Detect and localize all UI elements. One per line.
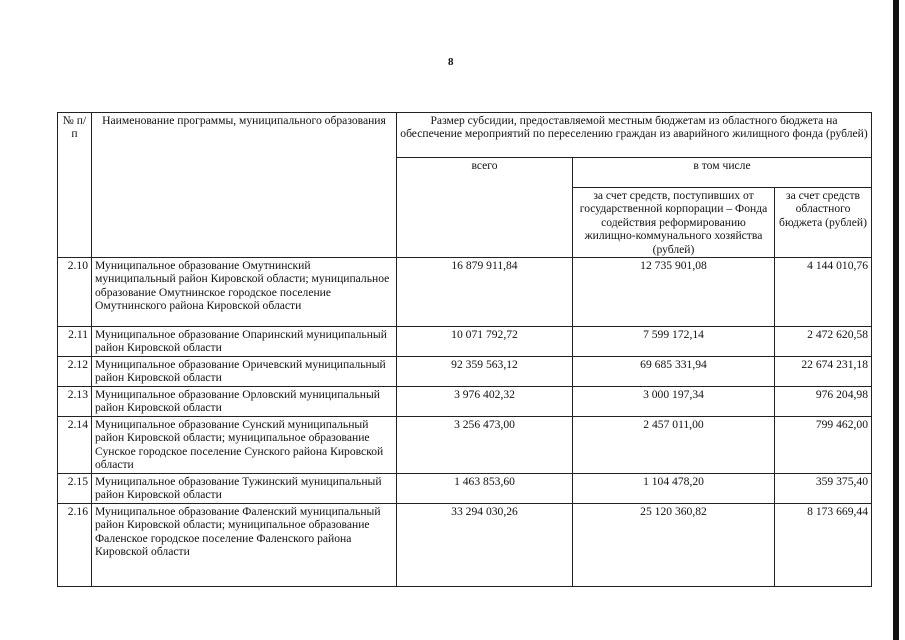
header-fund: за счет средств, поступивших от государственной корпорации – Фонда содействия реформированию жилищно-коммунального хозяйства (рублей) xyxy=(573,187,775,257)
row-fund: 1 104 478,20 xyxy=(573,474,775,504)
row-name: Муниципальное образование Тужинский муниципальный район Кировской области xyxy=(92,474,397,504)
table-row xyxy=(58,258,872,327)
row-total: 3 976 402,32 xyxy=(397,387,573,417)
header-total: всего xyxy=(397,158,573,258)
table-row xyxy=(58,417,872,474)
row-total: 10 071 792,72 xyxy=(397,327,573,357)
header-subsidy: Размер субсидии, предоставляемой местным бюджетам из областного бюджета на обеспечение мероприятий по переселению граждан из аварийного жилищного фонда (рублей) xyxy=(397,113,872,158)
row-regional: 8 173 669,44 xyxy=(775,504,872,587)
table-row xyxy=(58,327,872,357)
row-number: 2.14 xyxy=(58,417,92,474)
row-total: 3 256 473,00 xyxy=(397,417,573,474)
row-regional: 359 375,40 xyxy=(775,474,872,504)
header-including: в том числе xyxy=(573,158,872,188)
row-total: 92 359 563,12 xyxy=(397,357,573,387)
table-row xyxy=(58,504,872,587)
row-name: Муниципальное образование Сунский муниципальный район Кировской области; муниципальное образование Сунское городское поселение Сунского района Кировской области xyxy=(92,417,397,474)
row-number: 2.11 xyxy=(58,327,92,357)
row-regional: 2 472 620,58 xyxy=(775,327,872,357)
table-row xyxy=(58,357,872,387)
row-number: 2.13 xyxy=(58,387,92,417)
table-row xyxy=(58,474,872,504)
row-name: Муниципальное образование Орловский муниципальный район Кировской области xyxy=(92,387,397,417)
page-number: 8 xyxy=(448,56,454,68)
table-row xyxy=(58,387,872,417)
row-name: Муниципальное образование Фаленский муниципальный район Кировской области; муниципальное образование Фаленское городское поселение Фаленского района Кировской области xyxy=(92,504,397,587)
row-fund: 7 599 172,14 xyxy=(573,327,775,357)
scan-edge-bar xyxy=(893,0,899,640)
header-num: № п/п xyxy=(58,113,92,258)
row-fund: 3 000 197,34 xyxy=(573,387,775,417)
row-regional: 976 204,98 xyxy=(775,387,872,417)
row-regional: 4 144 010,76 xyxy=(775,258,872,327)
row-name: Муниципальное образование Омутнинский муниципальный район Кировской области; муниципальное образование Омутнинское городское поселение Омутнинского района Кировской области xyxy=(92,258,397,327)
row-name: Муниципальное образование Опаринский муниципальный район Кировской области xyxy=(92,327,397,357)
row-fund: 69 685 331,94 xyxy=(573,357,775,387)
header-regional: за счет средств областного бюджета (рублей) xyxy=(775,187,872,257)
row-number: 2.16 xyxy=(58,504,92,587)
row-regional: 22 674 231,18 xyxy=(775,357,872,387)
row-number: 2.15 xyxy=(58,474,92,504)
row-total: 16 879 911,84 xyxy=(397,258,573,327)
row-number: 2.10 xyxy=(58,258,92,327)
row-regional: 799 462,00 xyxy=(775,417,872,474)
row-total: 33 294 030,26 xyxy=(397,504,573,587)
row-fund: 25 120 360,82 xyxy=(573,504,775,587)
row-fund: 2 457 011,00 xyxy=(573,417,775,474)
row-total: 1 463 853,60 xyxy=(397,474,573,504)
subsidy-table xyxy=(57,112,872,587)
header-row-1 xyxy=(58,113,872,158)
row-name: Муниципальное образование Оричевский муниципальный район Кировской области xyxy=(92,357,397,387)
row-number: 2.12 xyxy=(58,357,92,387)
row-fund: 12 735 901,08 xyxy=(573,258,775,327)
header-name: Наименование программы, муниципального образования xyxy=(92,113,397,258)
